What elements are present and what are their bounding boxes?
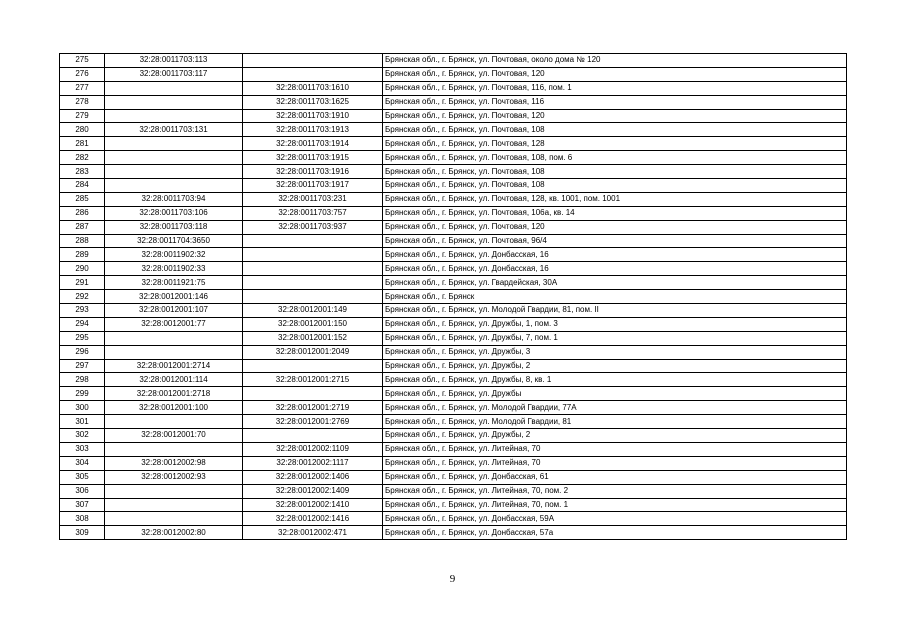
cadastral-number-cell: 32:28:0011703:113: [105, 54, 243, 68]
address-cell: Брянская обл., г. Брянск, ул. Почтовая, 106а, кв. 14: [383, 206, 847, 220]
cadastral-number-cell: 32:28:0011703:118: [105, 220, 243, 234]
row-number-cell: 289: [60, 248, 105, 262]
address-cell: Брянская обл., г. Брянск, ул. Почтовая, 128, кв. 1001, пом. 1001: [383, 192, 847, 206]
table-row: [60, 81, 847, 95]
address-cell: Брянская обл., г. Брянск, ул. Дружбы, 1, пом. 3: [383, 317, 847, 331]
address-cell: Брянская обл., г. Брянск, ул. Донбасская, 59А: [383, 512, 847, 526]
row-number-cell: 305: [60, 470, 105, 484]
building-cadastral-number-cell: 32:28:0012002:1406: [243, 470, 383, 484]
row-number-cell: 284: [60, 179, 105, 193]
table-row: [60, 512, 847, 526]
table-row: [60, 248, 847, 262]
row-number-cell: 278: [60, 95, 105, 109]
cadastral-number-cell: [105, 484, 243, 498]
building-cadastral-number-cell: 32:28:0012002:1109: [243, 442, 383, 456]
address-cell: Брянская обл., г. Брянск, ул. Почтовая, 108, пом. 6: [383, 151, 847, 165]
row-number-cell: 304: [60, 456, 105, 470]
address-cell: Брянская обл., г. Брянск, ул. Почтовая, 108: [383, 123, 847, 137]
cadastral-number-cell: [105, 179, 243, 193]
table-row: [60, 192, 847, 206]
table-row: [60, 67, 847, 81]
row-number-cell: 277: [60, 81, 105, 95]
building-cadastral-number-cell: 32:28:0012001:2769: [243, 415, 383, 429]
row-number-cell: 306: [60, 484, 105, 498]
table-row: [60, 179, 847, 193]
row-number-cell: 298: [60, 373, 105, 387]
row-number-cell: 302: [60, 429, 105, 443]
cadastral-number-cell: [105, 137, 243, 151]
row-number-cell: 285: [60, 192, 105, 206]
row-number-cell: 282: [60, 151, 105, 165]
cadastral-number-cell: 32:28:0012001:2714: [105, 359, 243, 373]
row-number-cell: 296: [60, 345, 105, 359]
building-cadastral-number-cell: 32:28:0011703:1914: [243, 137, 383, 151]
cadastral-number-cell: 32:28:0012002:93: [105, 470, 243, 484]
row-number-cell: 307: [60, 498, 105, 512]
table-row: [60, 151, 847, 165]
row-number-cell: 290: [60, 262, 105, 276]
cadastral-number-cell: [105, 165, 243, 179]
row-number-cell: 297: [60, 359, 105, 373]
address-cell: Брянская обл., г. Брянск, ул. Почтовая, 128: [383, 137, 847, 151]
building-cadastral-number-cell: 32:28:0011703:1625: [243, 95, 383, 109]
row-number-cell: 299: [60, 387, 105, 401]
address-cell: Брянская обл., г. Брянск, ул. Почтовая, 108: [383, 165, 847, 179]
table-row: [60, 345, 847, 359]
cadastral-number-cell: 32:28:0012001:100: [105, 401, 243, 415]
table-row: [60, 401, 847, 415]
building-cadastral-number-cell: [243, 248, 383, 262]
row-number-cell: 309: [60, 526, 105, 540]
row-number-cell: 291: [60, 276, 105, 290]
row-number-cell: 300: [60, 401, 105, 415]
address-cell: Брянская обл., г. Брянск, ул. Почтовая, 108: [383, 179, 847, 193]
building-cadastral-number-cell: [243, 387, 383, 401]
row-number-cell: 281: [60, 137, 105, 151]
row-number-cell: 308: [60, 512, 105, 526]
cadastral-number-cell: 32:28:0012002:80: [105, 526, 243, 540]
building-cadastral-number-cell: 32:28:0012001:2715: [243, 373, 383, 387]
table-row: [60, 456, 847, 470]
cadastral-number-cell: [105, 442, 243, 456]
table-row: [60, 109, 847, 123]
table-row: [60, 95, 847, 109]
building-cadastral-number-cell: 32:28:0011703:1610: [243, 81, 383, 95]
address-cell: Брянская обл., г. Брянск, ул. Почтовая, 116: [383, 95, 847, 109]
row-number-cell: 280: [60, 123, 105, 137]
cadastral-number-cell: 32:28:0011902:32: [105, 248, 243, 262]
row-number-cell: 293: [60, 304, 105, 318]
address-cell: Брянская обл., г. Брянск, ул. Дружбы, 2: [383, 359, 847, 373]
row-number-cell: 295: [60, 331, 105, 345]
table-row: [60, 359, 847, 373]
row-number-cell: 288: [60, 234, 105, 248]
table-row: [60, 123, 847, 137]
building-cadastral-number-cell: [243, 262, 383, 276]
address-cell: Брянская обл., г. Брянск, ул. Дружбы, 3: [383, 345, 847, 359]
address-cell: Брянская обл., г. Брянск, ул. Литейная, 70: [383, 442, 847, 456]
row-number-cell: 279: [60, 109, 105, 123]
address-cell: Брянская обл., г. Брянск: [383, 290, 847, 304]
building-cadastral-number-cell: 32:28:0011703:231: [243, 192, 383, 206]
address-cell: Брянская обл., г. Брянск, ул. Молодой Гвардии, 77А: [383, 401, 847, 415]
building-cadastral-number-cell: 32:28:0012001:149: [243, 304, 383, 318]
address-cell: Брянская обл., г. Брянск, ул. Литейная, 70, пом. 1: [383, 498, 847, 512]
cadastral-number-cell: [105, 81, 243, 95]
address-cell: Брянская обл., г. Брянск, ул. Донбасская, 16: [383, 248, 847, 262]
address-cell: Брянская обл., г. Брянск, ул. Почтовая, 120: [383, 220, 847, 234]
cadastral-number-cell: 32:28:0011703:131: [105, 123, 243, 137]
cadastral-number-cell: 32:28:0012001:2718: [105, 387, 243, 401]
table-row: [60, 498, 847, 512]
row-number-cell: 294: [60, 317, 105, 331]
cadastral-number-cell: 32:28:0011703:117: [105, 67, 243, 81]
row-number-cell: 303: [60, 442, 105, 456]
building-cadastral-number-cell: 32:28:0012001:150: [243, 317, 383, 331]
table-row: [60, 484, 847, 498]
table-row: [60, 331, 847, 345]
address-cell: Брянская обл., г. Брянск, ул. Дружбы: [383, 387, 847, 401]
cadastral-number-cell: 32:28:0011921:75: [105, 276, 243, 290]
cadastral-number-cell: [105, 331, 243, 345]
cadastral-number-cell: [105, 498, 243, 512]
address-cell: Брянская обл., г. Брянск, ул. Молодой Гвардии, 81: [383, 415, 847, 429]
row-number-cell: 287: [60, 220, 105, 234]
building-cadastral-number-cell: [243, 234, 383, 248]
building-cadastral-number-cell: [243, 54, 383, 68]
table-row: [60, 220, 847, 234]
building-cadastral-number-cell: 32:28:0012001:152: [243, 331, 383, 345]
cadastral-number-cell: 32:28:0011703:106: [105, 206, 243, 220]
address-cell: Брянская обл., г. Брянск, ул. Почтовая, 116, пом. 1: [383, 81, 847, 95]
table-row: [60, 54, 847, 68]
building-cadastral-number-cell: 32:28:0012001:2719: [243, 401, 383, 415]
address-cell: Брянская обл., г. Брянск, ул. Почтовая, около дома № 120: [383, 54, 847, 68]
table-row: [60, 262, 847, 276]
cadastral-number-cell: [105, 95, 243, 109]
address-cell: Брянская обл., г. Брянск, ул. Донбасская, 57а: [383, 526, 847, 540]
row-number-cell: 301: [60, 415, 105, 429]
cadastral-number-cell: 32:28:0012001:114: [105, 373, 243, 387]
cadastral-number-cell: 32:28:0012002:98: [105, 456, 243, 470]
table-row: [60, 470, 847, 484]
cadastral-number-cell: 32:28:0012001:107: [105, 304, 243, 318]
building-cadastral-number-cell: 32:28:0011703:1917: [243, 179, 383, 193]
building-cadastral-number-cell: 32:28:0012002:1409: [243, 484, 383, 498]
address-cell: Брянская обл., г. Брянск, ул. Донбасская, 61: [383, 470, 847, 484]
building-cadastral-number-cell: 32:28:0011703:757: [243, 206, 383, 220]
building-cadastral-number-cell: 32:28:0012001:2049: [243, 345, 383, 359]
table-row: [60, 137, 847, 151]
table-row: [60, 317, 847, 331]
address-cell: Брянская обл., г. Брянск, ул. Дружбы, 8, кв. 1: [383, 373, 847, 387]
building-cadastral-number-cell: [243, 276, 383, 290]
cadastral-table-body: [60, 54, 847, 540]
cadastral-number-cell: 32:28:0011902:33: [105, 262, 243, 276]
address-cell: Брянская обл., г. Брянск, ул. Гвардейская, 30А: [383, 276, 847, 290]
building-cadastral-number-cell: 32:28:0012002:1117: [243, 456, 383, 470]
table-row: [60, 387, 847, 401]
row-number-cell: 292: [60, 290, 105, 304]
address-cell: Брянская обл., г. Брянск, ул. Почтовая, 120: [383, 109, 847, 123]
table-row: [60, 429, 847, 443]
address-cell: Брянская обл., г. Брянск, ул. Дружбы, 7, пом. 1: [383, 331, 847, 345]
address-cell: Брянская обл., г. Брянск, ул. Литейная, 70, пом. 2: [383, 484, 847, 498]
building-cadastral-number-cell: 32:28:0011703:1913: [243, 123, 383, 137]
row-number-cell: 283: [60, 165, 105, 179]
building-cadastral-number-cell: [243, 290, 383, 304]
building-cadastral-number-cell: [243, 429, 383, 443]
address-cell: Брянская обл., г. Брянск, ул. Дружбы, 2: [383, 429, 847, 443]
cadastral-number-cell: 32:28:0012001:146: [105, 290, 243, 304]
building-cadastral-number-cell: 32:28:0012002:471: [243, 526, 383, 540]
address-cell: Брянская обл., г. Брянск, ул. Литейная, 70: [383, 456, 847, 470]
cadastral-number-cell: 32:28:0012001:70: [105, 429, 243, 443]
table-row: [60, 234, 847, 248]
table-row: [60, 526, 847, 540]
address-cell: Брянская обл., г. Брянск, ул. Почтовая, 96/4: [383, 234, 847, 248]
address-cell: Брянская обл., г. Брянск, ул. Донбасская, 16: [383, 262, 847, 276]
cadastral-number-cell: 32:28:0012001:77: [105, 317, 243, 331]
table-row: [60, 304, 847, 318]
cadastral-number-cell: [105, 512, 243, 526]
building-cadastral-number-cell: 32:28:0012002:1416: [243, 512, 383, 526]
building-cadastral-number-cell: [243, 359, 383, 373]
row-number-cell: 286: [60, 206, 105, 220]
page-number: 9: [449, 573, 456, 585]
table-row: [60, 165, 847, 179]
table-row: [60, 290, 847, 304]
row-number-cell: 276: [60, 67, 105, 81]
cadastral-table: [59, 53, 847, 540]
building-cadastral-number-cell: 32:28:0011703:1910: [243, 109, 383, 123]
building-cadastral-number-cell: 32:28:0011703:1916: [243, 165, 383, 179]
building-cadastral-number-cell: [243, 67, 383, 81]
cadastral-number-cell: [105, 345, 243, 359]
cadastral-number-cell: [105, 415, 243, 429]
table-row: [60, 415, 847, 429]
building-cadastral-number-cell: 32:28:0011703:1915: [243, 151, 383, 165]
building-cadastral-number-cell: 32:28:0011703:937: [243, 220, 383, 234]
address-cell: Брянская обл., г. Брянск, ул. Молодой Гвардии, 81, пом. II: [383, 304, 847, 318]
cadastral-number-cell: [105, 151, 243, 165]
address-cell: Брянская обл., г. Брянск, ул. Почтовая, 120: [383, 67, 847, 81]
cadastral-number-cell: 32:28:0011703:94: [105, 192, 243, 206]
table-row: [60, 442, 847, 456]
table-row: [60, 206, 847, 220]
cadastral-number-cell: 32:28:0011704:3650: [105, 234, 243, 248]
row-number-cell: 275: [60, 54, 105, 68]
table-row: [60, 276, 847, 290]
building-cadastral-number-cell: 32:28:0012002:1410: [243, 498, 383, 512]
cadastral-number-cell: [105, 109, 243, 123]
table-row: [60, 373, 847, 387]
